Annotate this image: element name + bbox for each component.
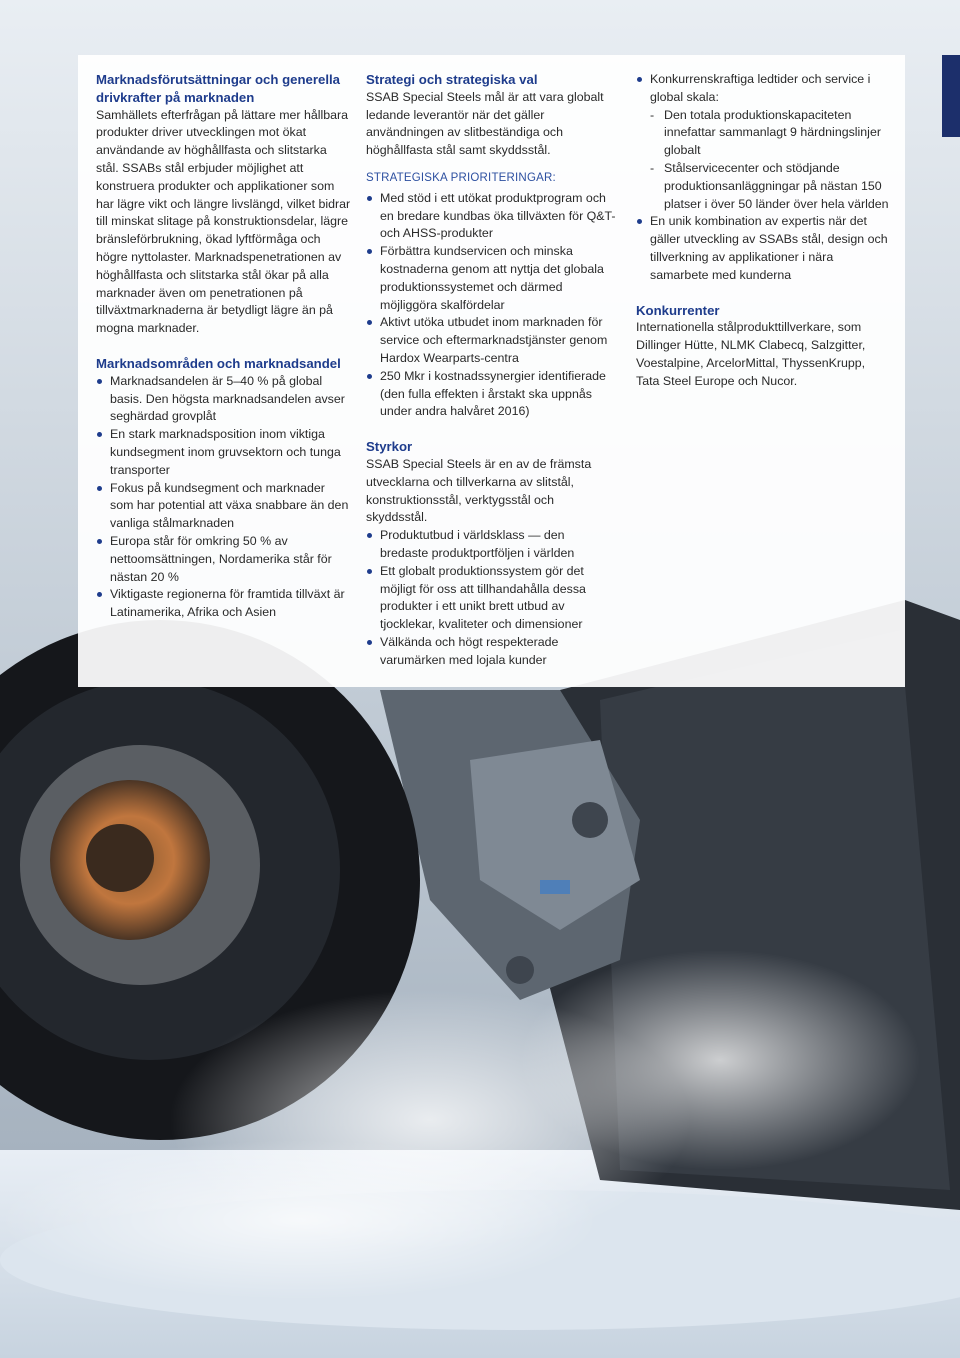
list-strengths — [366, 527, 616, 669]
column-strategy — [366, 71, 616, 670]
list-item: En stark marknadsposition inom viktiga kundsegment inom gruvsektorn och tunga transporter — [96, 426, 351, 479]
heading-market-share: Marknadsområden och marknadsandel — [96, 355, 341, 371]
paragraph-market-conditions: Samhällets efterfrågan på lättare mer hållbara produkter driver utvecklingen mot ökat användande av höghållfasta och slitstarka stål. SSABs stål erbjuder möjlighet att konstruera produkter och applikationer som har lägre vikt och längre livslängd, vilket bidrar till minskat slitage på konstruktionsdelar, lägre bränsleförbrukning, ökad lyftförmåga och högre nyttolaster. Marknadspenetrationen av höghållfasta och slitstarka stål ökar på alla marknader även om penetrationen på tillväxtmarknaderna är betydligt lägre än på mogna marknader. — [96, 107, 351, 336]
heading-strategy: Strategi och strategiska val — [366, 72, 538, 87]
list-subitem: - Stålservicecenter och stödjande produktionsanläggningar på nästan 150 platser i över 50 länder över hela världen — [636, 160, 891, 213]
list-item: Förbättra kundservicen och minska kostnaderna genom att nyttja det globala produktionssystemet och därmed möjliggöra skalfördelar — [366, 243, 616, 314]
list-item: Konkurrenskraftiga ledtider och service i global skala: — [636, 71, 891, 107]
list-item: Med stöd i ett utökat produktprogram och en bredare kundbas öka tillväxten för Q&T- och AHSS-produkter — [366, 190, 616, 243]
list-market-share — [96, 373, 351, 622]
list-item: Ett globalt produktionssystem gör det möjligt för oss att tillhandahålla dessa produkter i ett unikt brett utbud av tjocklekar, kvaliteter och dimensioner — [366, 563, 616, 634]
list-item: Europa står för omkring 50 % av nettoomsättningen, Nordamerika står för nästan 20 % — [96, 533, 351, 586]
text-panel — [78, 55, 905, 687]
list-strengths-continued — [636, 71, 891, 285]
list-priorities — [366, 190, 616, 421]
list-item: Välkända och högt respekterade varumärken med lojala kunder — [366, 634, 616, 670]
list-item: Marknadsandelen är 5–40 % på global basis. Den högsta marknadsandelen avser seghärdad grovplåt — [96, 373, 351, 426]
paragraph-strategy: SSAB Special Steels mål är att vara globalt ledande leverantör när det gäller användningen av slitbeständiga och höghållfasta stål samt skyddsstål. — [366, 89, 604, 158]
list-item: Aktivt utöka utbudet inom marknaden för service och eftermarknadstjänster genom Hardox Wearparts-centra — [366, 314, 616, 367]
list-subitem: - Den totala produktionskapaciteten innefattar sammanlagt 9 härdningslinjer globalt — [636, 107, 891, 160]
heading-strengths: Styrkor — [366, 439, 413, 455]
paragraph-strengths: SSAB Special Steels är en av de främsta utvecklarna och tillverkarna av slitstål, konstruktionsstål, verktygsstål och skyddsstål. — [366, 456, 592, 525]
section-tab-marker — [942, 55, 960, 137]
list-item: Fokus på kundsegment och marknader som har potential att växa snabbare än den vanliga stålmarknaden — [96, 480, 351, 533]
column-market — [96, 71, 351, 622]
paragraph-competitors: Internationella stålprodukttillverkare, som Dillinger Hütte, NLMK Clabecq, Salzgitter, Voestalpine, ArcelorMittal, ThyssenKrupp, Tata Steel Europe och Nucor. — [636, 320, 866, 388]
heading-market-conditions: Marknadsförutsättningar och generella drivkrafter på marknaden — [96, 72, 341, 105]
heading-competitors: Konkurrenter — [636, 302, 720, 318]
list-item: 250 Mkr i kostnadssynergier identifierade (den fulla effekten i årstakt ska uppnås under andra halvåret 2016) — [366, 368, 616, 421]
column-competition — [636, 71, 891, 391]
subheading-priorities: STRATEGISKA PRIORITERINGAR: — [366, 171, 556, 184]
list-item: En unik kombination av expertis när det gäller utveckling av SSABs stål, design och tillverkning av applikationer i nära samarbete med kunderna — [636, 213, 891, 284]
list-item: Produktutbud i världsklass — den bredaste produktportföljen i världen — [366, 527, 616, 563]
list-item: Viktigaste regionerna för framtida tillväxt är Latinamerika, Afrika och Asien — [96, 586, 351, 622]
